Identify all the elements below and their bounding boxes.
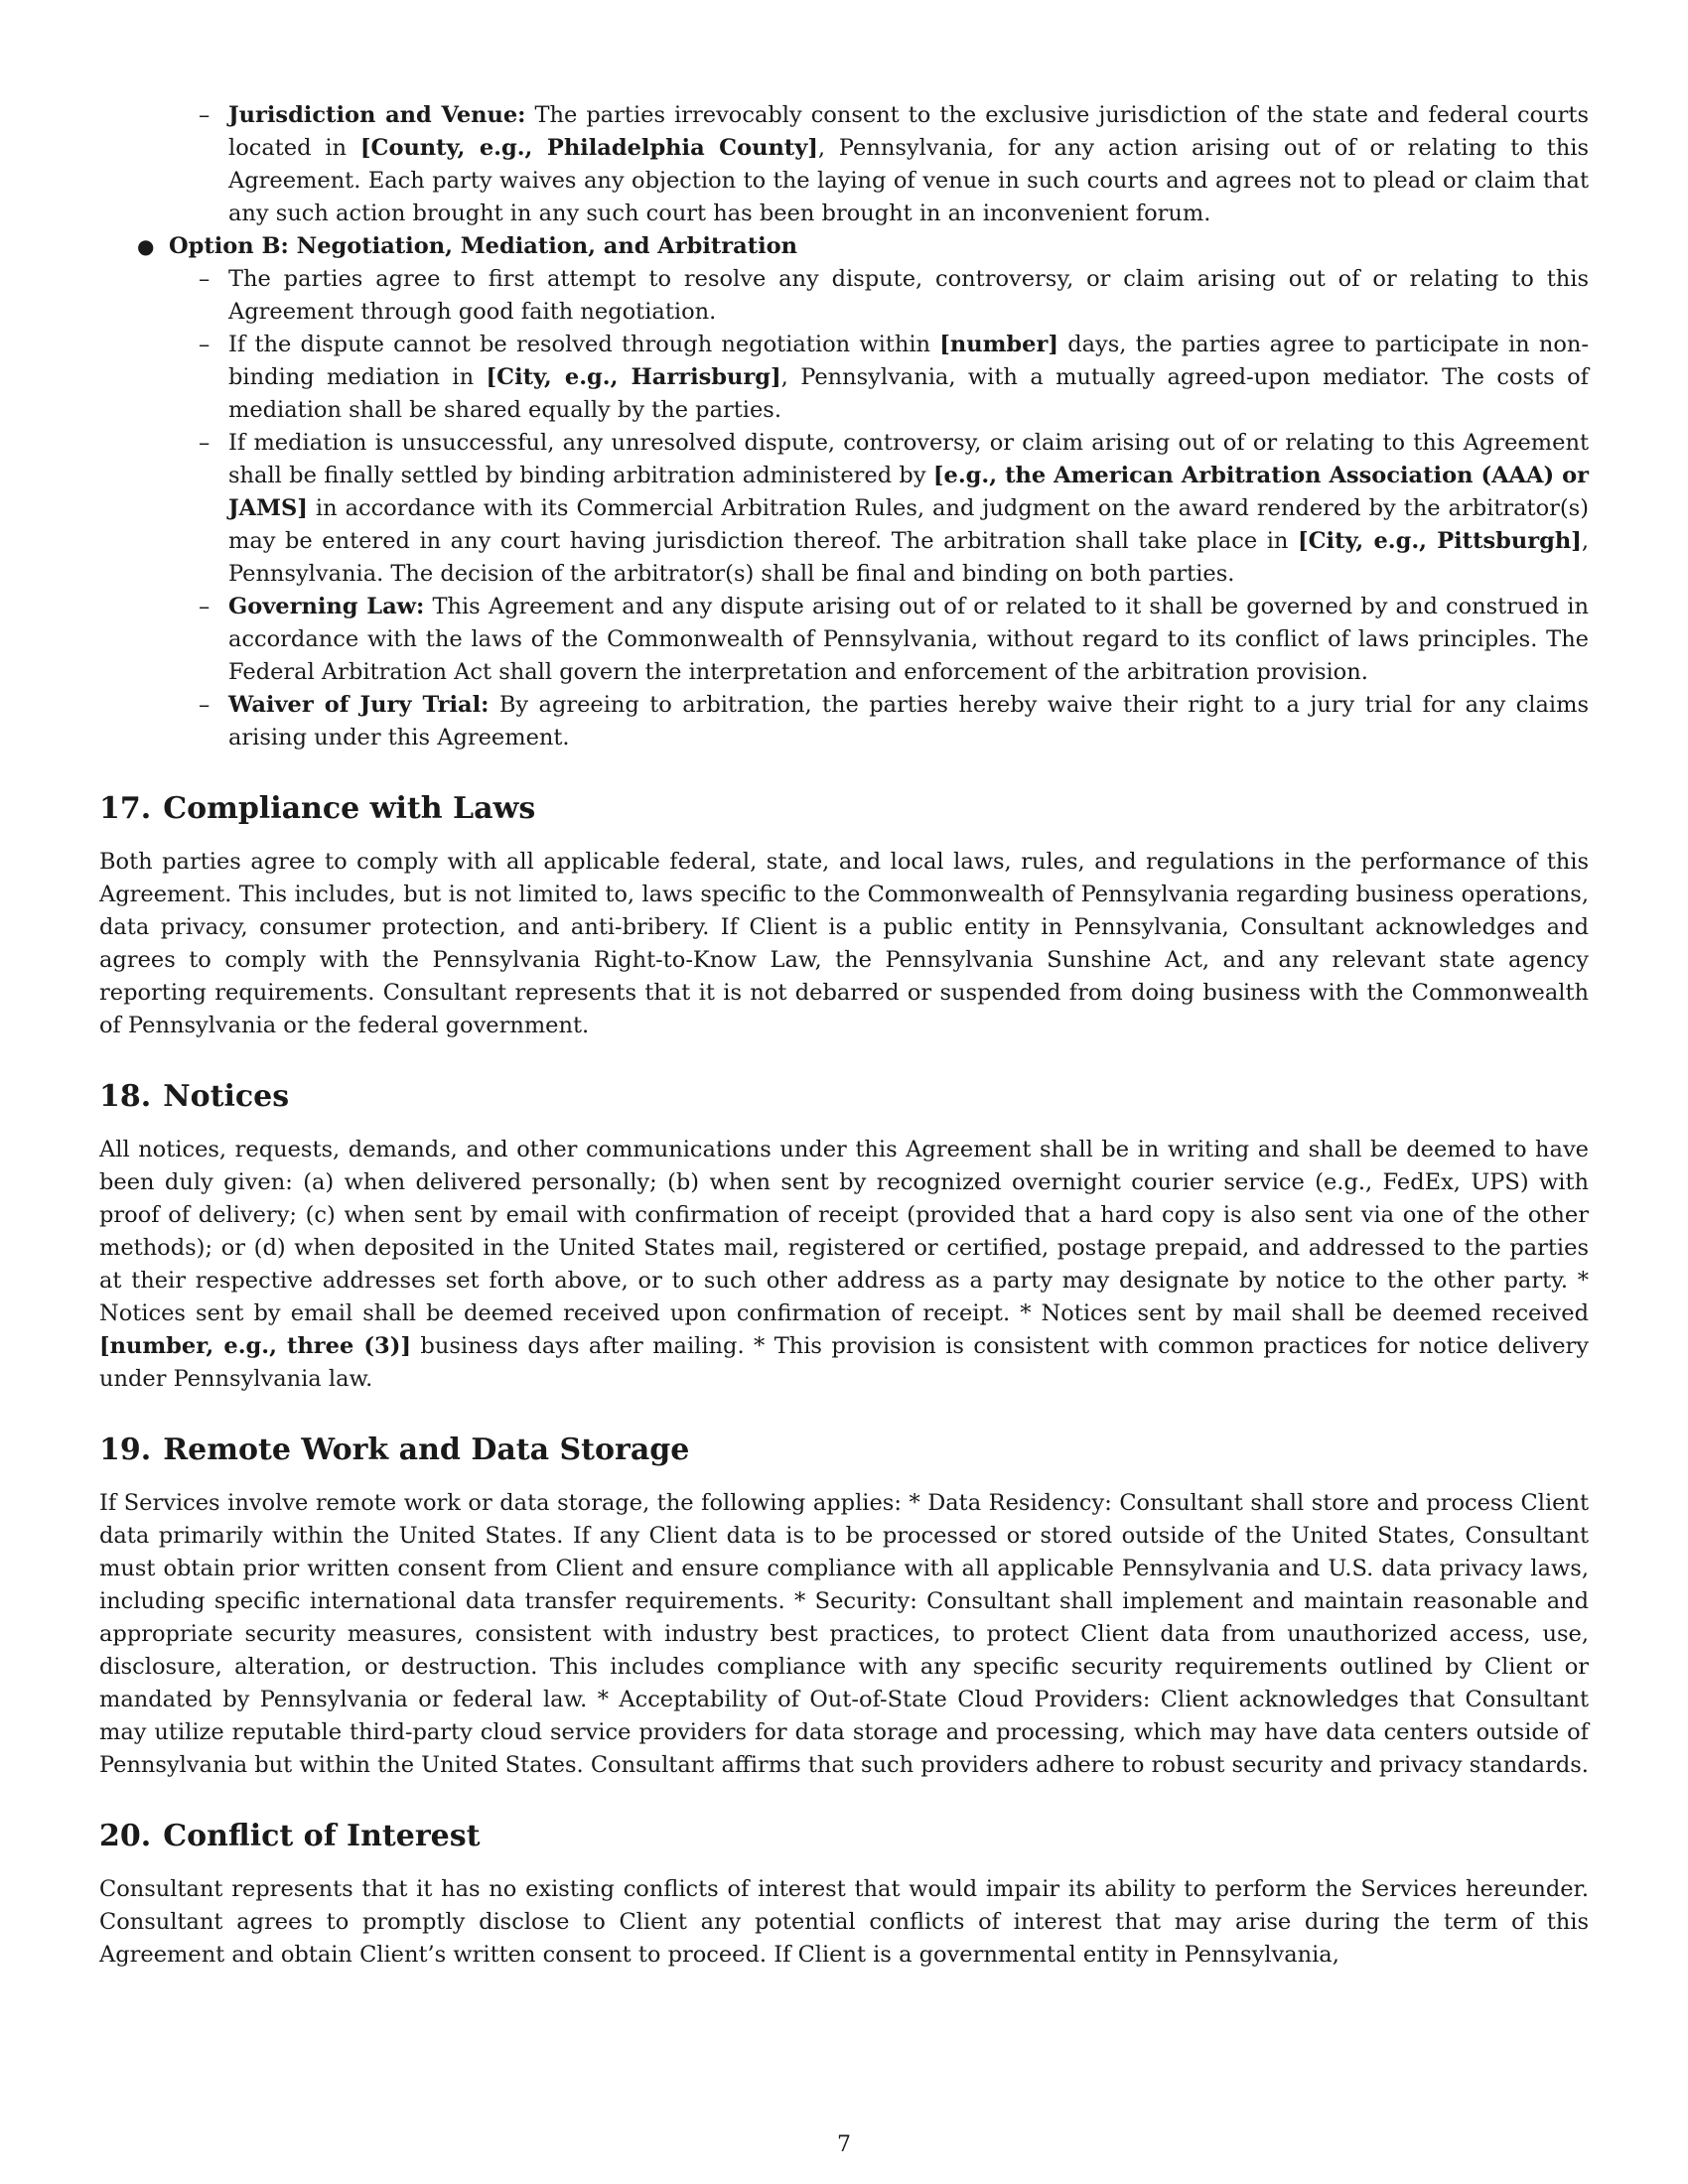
text-run: days, the parties agree to participate in non-binding mediation in (228, 332, 1590, 390)
text-run: By agreeing to arbitration, the parties hereby waive their right to a jury trial for any claims arising under this Agreement. (228, 692, 1589, 751)
text-bold: [number, e.g., three (3)] (99, 1333, 411, 1359)
text-run: If mediation is unsuccessful, any unresolved dispute, controversy, or claim arising out of or relating to this Agreement shall be finally settled by binding arbitration administered by (228, 430, 1589, 488)
text-run: , Pennsylvania, for any action arising out of or relating to this Agreement. Each party waives any objection to the laying of venue in such courts and agrees not to plead or claim that any such action brought in any such court has been brought in an inconvenient forum. (228, 135, 1589, 226)
page-number: 7 (837, 2132, 851, 2157)
section-number: 17. (99, 791, 152, 826)
text-bold: [County, e.g., Philadelphia County] (359, 135, 818, 161)
text-run: This Agreement and any dispute arising out of or related to it shall be governed by and construed in accordance with the laws of the Commonwealth of Pennsylvania, without regard to its conflict of laws principles. The Federal Arbitration Act shall govern the interpretation and enforcement of the arbitration provision. (228, 594, 1589, 685)
section-heading (99, 790, 1589, 828)
text-bold: [e.g., the American Arbitration Association (AAA) or JAMS] (228, 463, 1589, 521)
dash-marker: – (199, 430, 211, 456)
text-bold: [City, e.g., Pittsburgh] (1297, 528, 1582, 554)
section-number: 18. (99, 1079, 152, 1114)
list-item (99, 329, 1589, 427)
dash-marker: – (199, 102, 211, 128)
dash-marker: – (199, 692, 211, 718)
text-bold: Governing Law: (228, 594, 425, 619)
section-title: Remote Work and Data Storage (163, 1433, 690, 1467)
option-a-list (99, 99, 1589, 230)
list-item (99, 427, 1589, 591)
section-heading (99, 1818, 1589, 1855)
option-b-heading: Option B: Negotiation, Mediation, and Arbitration (169, 233, 798, 259)
text-bold: Waiver of Jury Trial: (228, 692, 490, 718)
text-run: The parties irrevocably consent to the exclusive jurisdiction of the state and federal courts located in (228, 102, 1590, 161)
text-run: If Services involve remote work or data storage, the following applies: * Data Residency: Consultant shall store and process Client data primarily within the United States. If any Client data is to be processed or stored outside of the United States, Consultant must obtain prior written consent from Client and ensure compliance with all applicable Pennsylvania and U.S. data privacy laws, including specific international data transfer requirements. * Security: Consultant shall implement and maintain reasonable and appropriate security measures, consistent with industry best practices, to protect Client data from unauthorized access, use, disclosure, alteration, or destruction. This includes compliance with any specific security requirements outlined by Client or mandated by Pennsylvania or federal law. * Acceptability of Out-of-State Cloud Providers: Client acknowledges that Consultant may utilize reputable third-party cloud service providers for data storage and processing, which may have data centers outside of Pennsylvania but within the United States. Consultant affirms that such providers adhere to robust security and privacy standards. (99, 1490, 1589, 1778)
bullet-icon: ● (137, 234, 155, 258)
list-item (99, 99, 1589, 230)
list-item (99, 689, 1589, 754)
dash-marker: – (199, 266, 211, 292)
text-run: business days after mailing. * This provision is consistent with common practices for notice delivery under Pennsylvania law. (99, 1333, 1589, 1392)
options-list (99, 230, 1589, 263)
text-run: All notices, requests, demands, and other communications under this Agreement shall be in writing and shall be deemed to have been duly given: (a) when delivered personally; (b) when sent by recognized overnight courier service (e.g., FedEx, UPS) with proof of delivery; (c) when sent by email with confirmation of receipt (provided that a hard copy is also sent via one of the other methods); or (d) when deposited in the United States mail, registered or certified, postage prepaid, and addressed to the parties at their respective addresses set forth above, or to such other address as a party may designate by notice to the other party. * Notices sent by email shall be deemed received upon confirmation of receipt. * Notices sent by mail shall be deemed received (99, 1137, 1589, 1326)
section-body (99, 1873, 1589, 1972)
option-b-item (99, 230, 1589, 263)
list-item (99, 263, 1589, 329)
text-bold: [City, e.g., Harrisburg] (486, 364, 781, 390)
section-heading (99, 1432, 1589, 1469)
text-run: Consultant represents that it has no existing conflicts of interest that would impair its ability to perform the Services hereunder. Consultant agrees to promptly disclose to Client any potential conflicts of interest that may arise during the term of this Agreement and obtain Client’s written consent to proceed. If Client is a governmental entity in Pennsylvania, (99, 1876, 1589, 1968)
text-bold: Jurisdiction and Venue: (228, 102, 526, 128)
section-heading (99, 1078, 1589, 1116)
text-run: in accordance with its Commercial Arbitration Rules, and judgment on the award rendered by the arbitrator(s) may be entered in any court having jurisdiction thereof. The arbitration shall take place in (228, 495, 1589, 554)
text-run: If the dispute cannot be resolved through negotiation within (228, 332, 940, 357)
text-run: , Pennsylvania, with a mutually agreed-upon mediator. The costs of mediation shall be shared equally by the parties. (228, 364, 1590, 423)
section-number: 19. (99, 1433, 152, 1467)
list-item (99, 591, 1589, 689)
section-title: Conflict of Interest (163, 1819, 481, 1853)
section-number: 20. (99, 1819, 152, 1853)
section-body (99, 846, 1589, 1042)
section-title: Compliance with Laws (163, 791, 536, 826)
text-bold: [number] (939, 332, 1058, 357)
text-run: , Pennsylvania. The decision of the arbitrator(s) shall be final and binding on both parties. (228, 528, 1589, 587)
document-page (99, 99, 1589, 1972)
section-body (99, 1134, 1589, 1396)
text-run: Both parties agree to comply with all applicable federal, state, and local laws, rules, and regulations in the performance of this Agreement. This includes, but is not limited to, laws specific to the Commonwealth of Pennsylvania regarding business operations, data privacy, consumer protection, and anti-bribery. If Client is a public entity in Pennsylvania, Consultant acknowledges and agrees to comply with the Pennsylvania Right-to-Know Law, the Pennsylvania Sunshine Act, and any relevant state agency reporting requirements. Consultant represents that it is not debarred or suspended from doing business with the Commonwealth of Pennsylvania or the federal government. (99, 849, 1589, 1038)
text-run: The parties agree to first attempt to resolve any dispute, controversy, or claim arising out of or relating to this Agreement through good faith negotiation. (228, 266, 1589, 325)
option-b-list (99, 263, 1589, 754)
section-title: Notices (163, 1079, 290, 1114)
jurisdiction-item-text (228, 102, 1589, 226)
dash-marker: – (199, 332, 211, 357)
dash-marker: – (199, 594, 211, 619)
section-body (99, 1487, 1589, 1782)
